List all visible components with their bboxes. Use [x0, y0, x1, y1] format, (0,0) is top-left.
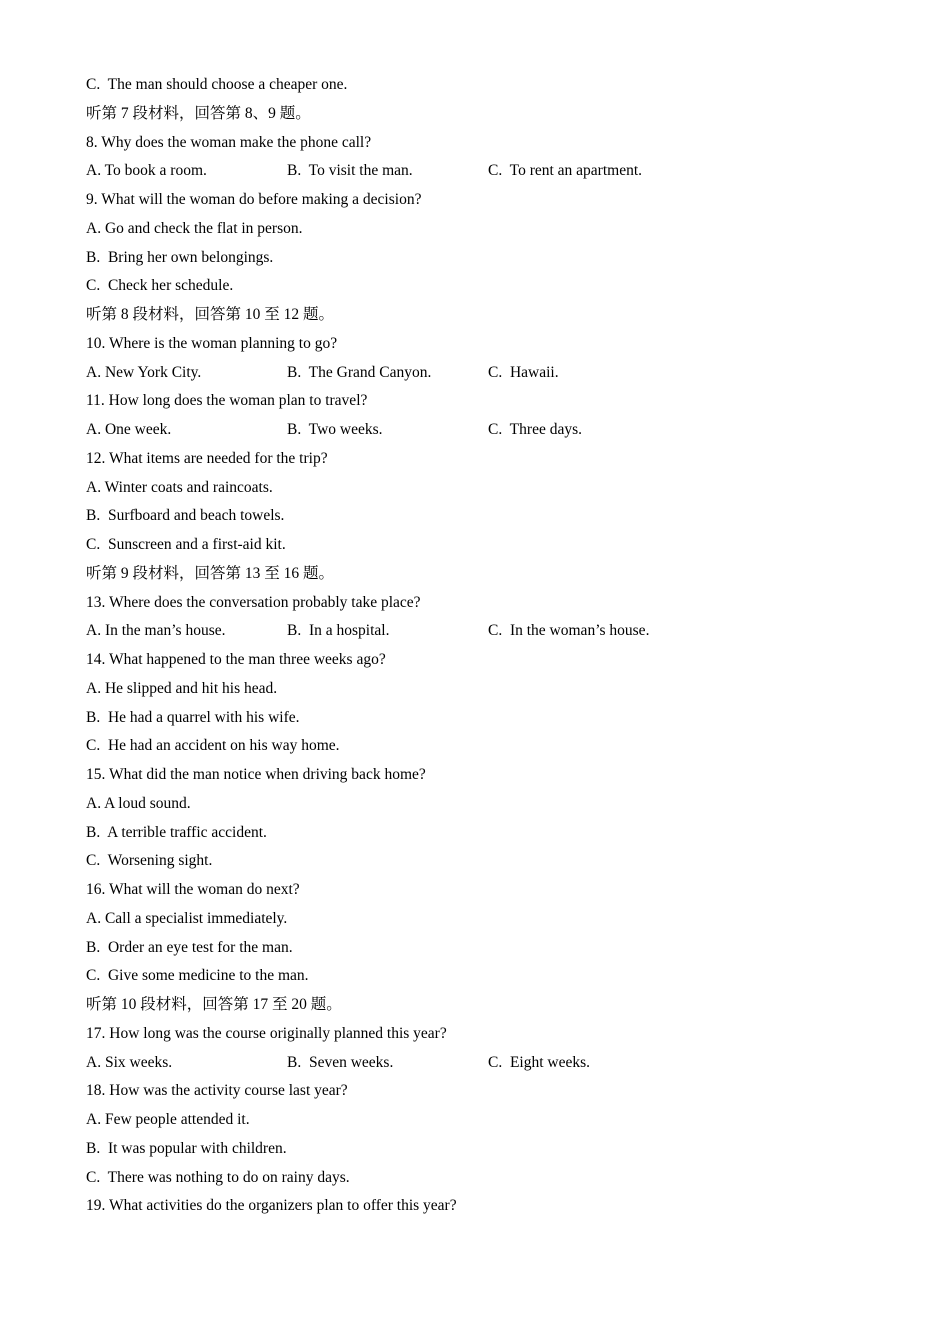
question-text: 17. How long was the course originally planned this year? [86, 1025, 447, 1042]
answer-option: C. Eight weeks. [488, 1054, 591, 1071]
section-instruction: 听第 10 段材料，回答第 17 至 20 题。 [86, 996, 342, 1013]
section-instruction: 听第 7 段材料，回答第 8、9 题。 [86, 105, 311, 122]
answer-option: A. He slipped and hit his head. [86, 680, 278, 697]
question-text: 13. Where does the conversation probably take place? [86, 594, 421, 611]
question-text: 15. What did the man notice when driving back home? [86, 766, 426, 783]
answer-option: A. Winter coats and raincoats. [86, 479, 273, 496]
question-text: 18. How was the activity course last year? [86, 1082, 348, 1099]
answer-option: C. The man should choose a cheaper one. [86, 76, 348, 93]
answer-option: A. To book a room. [86, 162, 207, 179]
answer-option: B. Two weeks. [287, 421, 383, 438]
answer-option: B. Surfboard and beach towels. [86, 507, 285, 524]
answer-option: A. One week. [86, 421, 172, 438]
question-text: 16. What will the woman do next? [86, 881, 300, 898]
answer-option: B. Seven weeks. [287, 1054, 394, 1071]
answer-option: B. A terrible traffic accident. [86, 824, 267, 841]
question-text: 10. Where is the woman planning to go? [86, 335, 338, 352]
section-instruction: 听第 8 段材料，回答第 10 至 12 题。 [86, 306, 335, 323]
answer-option: C. He had an accident on his way home. [86, 737, 340, 754]
answer-option: B. It was popular with children. [86, 1140, 287, 1157]
answer-option: A. Six weeks. [86, 1054, 173, 1071]
answer-option: C. Sunscreen and a first-aid kit. [86, 536, 286, 553]
answer-option: C. There was nothing to do on rainy days. [86, 1169, 350, 1186]
answer-option: A. Few people attended it. [86, 1111, 250, 1128]
question-text: 8. Why does the woman make the phone call? [86, 134, 372, 151]
question-text: 12. What items are needed for the trip? [86, 450, 328, 467]
answer-option: B. Order an eye test for the man. [86, 939, 293, 956]
answer-option: A. A loud sound. [86, 795, 191, 812]
answer-option: C. Hawaii. [488, 364, 559, 381]
answer-option: C. Three days. [488, 421, 582, 438]
answer-option: C. In the woman’s house. [488, 622, 650, 639]
question-text: 14. What happened to the man three weeks ago? [86, 651, 386, 668]
answer-option: B. In a hospital. [287, 622, 390, 639]
answer-option: A. Go and check the flat in person. [86, 220, 303, 237]
answer-option: C. To rent an apartment. [488, 162, 643, 179]
question-text: 9. What will the woman do before making a decision? [86, 191, 422, 208]
answer-option: C. Check her schedule. [86, 277, 234, 294]
answer-option: C. Give some medicine to the man. [86, 967, 309, 984]
answer-option: B. To visit the man. [287, 162, 413, 179]
answer-option: A. Call a specialist immediately. [86, 910, 288, 927]
answer-option: A. In the man’s house. [86, 622, 226, 639]
section-instruction: 听第 9 段材料，回答第 13 至 16 题。 [86, 565, 335, 582]
answer-option: B. He had a quarrel with his wife. [86, 709, 300, 726]
answer-option: A. New York City. [86, 364, 202, 381]
answer-option: C. Worsening sight. [86, 852, 213, 869]
answer-option: B. The Grand Canyon. [287, 364, 432, 381]
question-text: 11. How long does the woman plan to travel? [86, 392, 368, 409]
answer-option: B. Bring her own belongings. [86, 249, 274, 266]
question-text: 19. What activities do the organizers plan to offer this year? [86, 1197, 457, 1214]
